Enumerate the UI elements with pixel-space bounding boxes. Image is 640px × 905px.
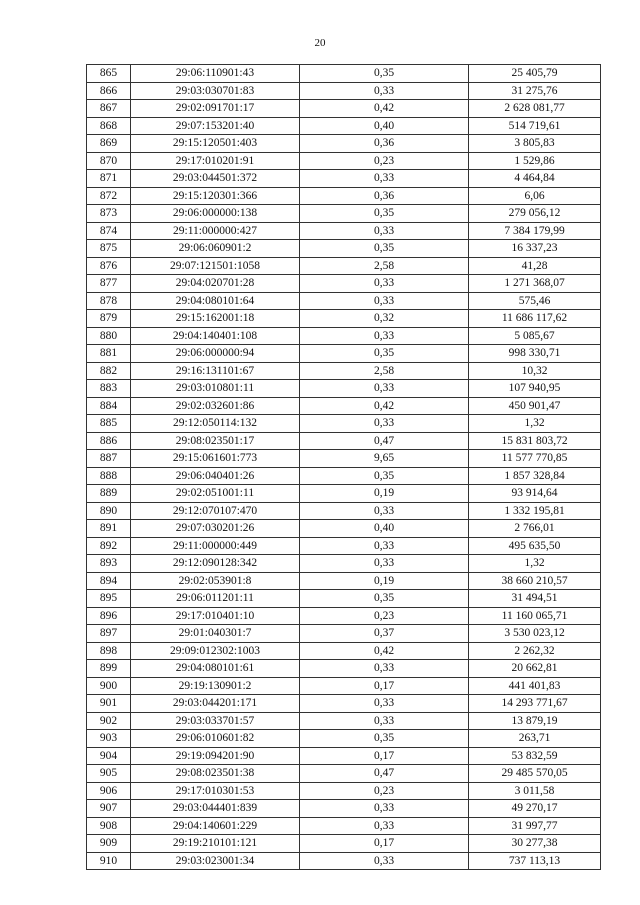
- table-row: [87, 555, 601, 573]
- cadastral-number-cell: 29:04:140601:229: [131, 817, 300, 835]
- amount-cell: 11 577 770,85: [469, 450, 601, 468]
- amount-cell: 441 401,83: [469, 677, 601, 695]
- table-row: [87, 782, 601, 800]
- row-number-cell: 901: [87, 695, 131, 713]
- cadastral-number-cell: 29:02:032601:86: [131, 397, 300, 415]
- amount-cell: 1 857 328,84: [469, 467, 601, 485]
- amount-cell: 41,28: [469, 257, 601, 275]
- rate-cell: 0,35: [300, 205, 469, 223]
- row-number-cell: 881: [87, 345, 131, 363]
- table-row: [87, 187, 601, 205]
- amount-cell: 11 160 065,71: [469, 607, 601, 625]
- table-row: [87, 432, 601, 450]
- amount-cell: 11 686 117,62: [469, 310, 601, 328]
- row-number-cell: 888: [87, 467, 131, 485]
- amount-cell: 15 831 803,72: [469, 432, 601, 450]
- rate-cell: 0,42: [300, 100, 469, 118]
- cadastral-number-cell: 29:11:000000:427: [131, 222, 300, 240]
- table-row: [87, 450, 601, 468]
- amount-cell: 29 485 570,05: [469, 765, 601, 783]
- rate-cell: 0,17: [300, 747, 469, 765]
- table-row: [87, 572, 601, 590]
- amount-cell: 5 085,67: [469, 327, 601, 345]
- rate-cell: 0,23: [300, 782, 469, 800]
- table-row: [87, 275, 601, 293]
- rate-cell: 0,42: [300, 397, 469, 415]
- rate-cell: 0,33: [300, 82, 469, 100]
- table-row: [87, 835, 601, 853]
- row-number-cell: 910: [87, 852, 131, 870]
- row-number-cell: 878: [87, 292, 131, 310]
- cadastral-number-cell: 29:15:120301:366: [131, 187, 300, 205]
- table-row: [87, 695, 601, 713]
- row-number-cell: 907: [87, 800, 131, 818]
- table-row: [87, 800, 601, 818]
- cadastral-number-cell: 29:06:110901:43: [131, 65, 300, 83]
- rate-cell: 0,33: [300, 537, 469, 555]
- row-number-cell: 908: [87, 817, 131, 835]
- table-row: [87, 152, 601, 170]
- amount-cell: 3 530 023,12: [469, 625, 601, 643]
- row-number-cell: 867: [87, 100, 131, 118]
- amount-cell: 495 635,50: [469, 537, 601, 555]
- cadastral-number-cell: 29:06:060901:2: [131, 240, 300, 258]
- cadastral-number-cell: 29:03:044501:372: [131, 170, 300, 188]
- table-row: [87, 327, 601, 345]
- page-number: 20: [314, 37, 326, 49]
- rate-cell: 0,17: [300, 677, 469, 695]
- amount-cell: 737 113,13: [469, 852, 601, 870]
- table-row: [87, 135, 601, 153]
- row-number-cell: 868: [87, 117, 131, 135]
- row-number-cell: 880: [87, 327, 131, 345]
- cadastral-number-cell: 29:03:010801:11: [131, 380, 300, 398]
- cadastral-number-cell: 29:09:012302:1003: [131, 642, 300, 660]
- table-row: [87, 660, 601, 678]
- rate-cell: 0,35: [300, 590, 469, 608]
- row-number-cell: 886: [87, 432, 131, 450]
- rate-cell: 0,33: [300, 660, 469, 678]
- cadastral-number-cell: 29:08:023501:38: [131, 765, 300, 783]
- rate-cell: 0,36: [300, 187, 469, 205]
- amount-cell: 1 332 195,81: [469, 502, 601, 520]
- amount-cell: 31 494,51: [469, 590, 601, 608]
- rate-cell: 2,58: [300, 362, 469, 380]
- table-row: [87, 747, 601, 765]
- cadastral-number-cell: 29:12:090128:342: [131, 555, 300, 573]
- amount-cell: 25 405,79: [469, 65, 601, 83]
- rate-cell: 0,33: [300, 170, 469, 188]
- row-number-cell: 895: [87, 590, 131, 608]
- rate-cell: 0,33: [300, 415, 469, 433]
- amount-cell: 38 660 210,57: [469, 572, 601, 590]
- row-number-cell: 873: [87, 205, 131, 223]
- rate-cell: 0,35: [300, 345, 469, 363]
- cadastral-number-cell: 29:04:080101:64: [131, 292, 300, 310]
- row-number-cell: 905: [87, 765, 131, 783]
- cadastral-number-cell: 29:02:091701:17: [131, 100, 300, 118]
- amount-cell: 1,32: [469, 415, 601, 433]
- cadastral-number-cell: 29:04:020701:28: [131, 275, 300, 293]
- rate-cell: 0,35: [300, 240, 469, 258]
- cadastral-number-cell: 29:15:061601:773: [131, 450, 300, 468]
- amount-cell: 14 293 771,67: [469, 695, 601, 713]
- row-number-cell: 874: [87, 222, 131, 240]
- amount-cell: 3 011,58: [469, 782, 601, 800]
- cadastral-number-cell: 29:04:080101:61: [131, 660, 300, 678]
- row-number-cell: 902: [87, 712, 131, 730]
- amount-cell: 1,32: [469, 555, 601, 573]
- cadastral-number-cell: 29:04:140401:108: [131, 327, 300, 345]
- table-row: [87, 222, 601, 240]
- cadastral-number-cell: 29:06:000000:94: [131, 345, 300, 363]
- table-row: [87, 257, 601, 275]
- row-number-cell: 893: [87, 555, 131, 573]
- table-row: [87, 485, 601, 503]
- row-number-cell: 885: [87, 415, 131, 433]
- amount-cell: 107 940,95: [469, 380, 601, 398]
- cadastral-number-cell: 29:03:044201:171: [131, 695, 300, 713]
- row-number-cell: 876: [87, 257, 131, 275]
- row-number-cell: 869: [87, 135, 131, 153]
- cadastral-number-cell: 29:07:153201:40: [131, 117, 300, 135]
- amount-cell: 998 330,71: [469, 345, 601, 363]
- row-number-cell: 883: [87, 380, 131, 398]
- row-number-cell: 882: [87, 362, 131, 380]
- cadastral-number-cell: 29:12:070107:470: [131, 502, 300, 520]
- table-row: [87, 345, 601, 363]
- row-number-cell: 898: [87, 642, 131, 660]
- amount-cell: 263,71: [469, 730, 601, 748]
- table-row: [87, 362, 601, 380]
- cadastral-number-cell: 29:06:010601:82: [131, 730, 300, 748]
- rate-cell: 0,47: [300, 432, 469, 450]
- rate-cell: 0,32: [300, 310, 469, 328]
- table-row: [87, 730, 601, 748]
- rate-cell: 0,33: [300, 817, 469, 835]
- table-row: [87, 170, 601, 188]
- row-number-cell: 899: [87, 660, 131, 678]
- rate-cell: 0,40: [300, 117, 469, 135]
- cadastral-number-cell: 29:12:050114:132: [131, 415, 300, 433]
- rate-cell: 0,36: [300, 135, 469, 153]
- cadastral-number-cell: 29:08:023501:17: [131, 432, 300, 450]
- row-number-cell: 890: [87, 502, 131, 520]
- amount-cell: 31 275,76: [469, 82, 601, 100]
- rate-cell: 0,19: [300, 485, 469, 503]
- rate-cell: 0,33: [300, 327, 469, 345]
- table-row: [87, 765, 601, 783]
- amount-cell: 13 879,19: [469, 712, 601, 730]
- row-number-cell: 871: [87, 170, 131, 188]
- amount-cell: 10,32: [469, 362, 601, 380]
- table-row: [87, 240, 601, 258]
- amount-cell: 4 464,84: [469, 170, 601, 188]
- amount-cell: 2 628 081,77: [469, 100, 601, 118]
- row-number-cell: 897: [87, 625, 131, 643]
- row-number-cell: 906: [87, 782, 131, 800]
- cadastral-number-cell: 29:07:121501:1058: [131, 257, 300, 275]
- rate-cell: 0,40: [300, 520, 469, 538]
- rate-cell: 0,19: [300, 572, 469, 590]
- rate-cell: 9,65: [300, 450, 469, 468]
- cadastral-number-cell: 29:06:011201:11: [131, 590, 300, 608]
- rate-cell: 0,33: [300, 695, 469, 713]
- amount-cell: 3 805,83: [469, 135, 601, 153]
- table-row: [87, 817, 601, 835]
- amount-cell: 7 384 179,99: [469, 222, 601, 240]
- amount-cell: 6,06: [469, 187, 601, 205]
- cadastral-number-cell: 29:06:000000:138: [131, 205, 300, 223]
- table-row: [87, 415, 601, 433]
- amount-cell: 31 997,77: [469, 817, 601, 835]
- table-row: [87, 117, 601, 135]
- cadastral-number-cell: 29:17:010201:91: [131, 152, 300, 170]
- table-row: [87, 712, 601, 730]
- table-row: [87, 607, 601, 625]
- cadastral-number-cell: 29:19:094201:90: [131, 747, 300, 765]
- table-row: [87, 642, 601, 660]
- row-number-cell: 900: [87, 677, 131, 695]
- table-row: [87, 590, 601, 608]
- row-number-cell: 909: [87, 835, 131, 853]
- row-number-cell: 884: [87, 397, 131, 415]
- row-number-cell: 866: [87, 82, 131, 100]
- row-number-cell: 872: [87, 187, 131, 205]
- table-row: [87, 82, 601, 100]
- cadastral-number-cell: 29:03:030701:83: [131, 82, 300, 100]
- amount-cell: 1 271 368,07: [469, 275, 601, 293]
- rate-cell: 0,35: [300, 65, 469, 83]
- rate-cell: 0,33: [300, 292, 469, 310]
- rate-cell: 0,33: [300, 852, 469, 870]
- rate-cell: 0,47: [300, 765, 469, 783]
- cadastral-table: [86, 64, 601, 870]
- row-number-cell: 887: [87, 450, 131, 468]
- amount-cell: 1 529,86: [469, 152, 601, 170]
- rate-cell: 0,33: [300, 502, 469, 520]
- table-row: [87, 380, 601, 398]
- table-row: [87, 467, 601, 485]
- amount-cell: 514 719,61: [469, 117, 601, 135]
- row-number-cell: 896: [87, 607, 131, 625]
- row-number-cell: 875: [87, 240, 131, 258]
- cadastral-number-cell: 29:11:000000:449: [131, 537, 300, 555]
- amount-cell: 2 262,32: [469, 642, 601, 660]
- rate-cell: 0,33: [300, 275, 469, 293]
- table-row: [87, 397, 601, 415]
- table-row: [87, 502, 601, 520]
- rate-cell: 0,35: [300, 730, 469, 748]
- row-number-cell: 865: [87, 65, 131, 83]
- row-number-cell: 904: [87, 747, 131, 765]
- row-number-cell: 894: [87, 572, 131, 590]
- row-number-cell: 889: [87, 485, 131, 503]
- amount-cell: 16 337,23: [469, 240, 601, 258]
- row-number-cell: 870: [87, 152, 131, 170]
- cadastral-number-cell: 29:15:162001:18: [131, 310, 300, 328]
- cadastral-number-cell: 29:19:130901:2: [131, 677, 300, 695]
- amount-cell: 20 662,81: [469, 660, 601, 678]
- table-row: [87, 677, 601, 695]
- amount-cell: 49 270,17: [469, 800, 601, 818]
- table-row: [87, 100, 601, 118]
- rate-cell: 0,33: [300, 800, 469, 818]
- cadastral-number-cell: 29:06:040401:26: [131, 467, 300, 485]
- amount-cell: 93 914,64: [469, 485, 601, 503]
- row-number-cell: 892: [87, 537, 131, 555]
- rate-cell: 0,33: [300, 222, 469, 240]
- amount-cell: 2 766,01: [469, 520, 601, 538]
- rate-cell: 2,58: [300, 257, 469, 275]
- amount-cell: 450 901,47: [469, 397, 601, 415]
- table-row: [87, 537, 601, 555]
- cadastral-number-cell: 29:15:120501:403: [131, 135, 300, 153]
- cadastral-number-cell: 29:02:053901:8: [131, 572, 300, 590]
- table-body: [87, 65, 601, 870]
- row-number-cell: 903: [87, 730, 131, 748]
- cadastral-number-cell: 29:01:040301:7: [131, 625, 300, 643]
- amount-cell: 575,46: [469, 292, 601, 310]
- table-row: [87, 205, 601, 223]
- table-row: [87, 852, 601, 870]
- rate-cell: 0,42: [300, 642, 469, 660]
- amount-cell: 279 056,12: [469, 205, 601, 223]
- rate-cell: 0,35: [300, 467, 469, 485]
- row-number-cell: 877: [87, 275, 131, 293]
- cadastral-number-cell: 29:17:010401:10: [131, 607, 300, 625]
- row-number-cell: 891: [87, 520, 131, 538]
- cadastral-number-cell: 29:03:044401:839: [131, 800, 300, 818]
- row-number-cell: 879: [87, 310, 131, 328]
- cadastral-number-cell: 29:16:131101:67: [131, 362, 300, 380]
- table-row: [87, 625, 601, 643]
- table-row: [87, 520, 601, 538]
- rate-cell: 0,33: [300, 380, 469, 398]
- rate-cell: 0,33: [300, 555, 469, 573]
- cadastral-number-cell: 29:03:033701:57: [131, 712, 300, 730]
- rate-cell: 0,17: [300, 835, 469, 853]
- table-row: [87, 65, 601, 83]
- cadastral-number-cell: 29:03:023001:34: [131, 852, 300, 870]
- amount-cell: 53 832,59: [469, 747, 601, 765]
- rate-cell: 0,37: [300, 625, 469, 643]
- cadastral-number-cell: 29:17:010301:53: [131, 782, 300, 800]
- rate-cell: 0,23: [300, 152, 469, 170]
- cadastral-number-cell: 29:02:051001:11: [131, 485, 300, 503]
- rate-cell: 0,33: [300, 712, 469, 730]
- cadastral-number-cell: 29:19:210101:121: [131, 835, 300, 853]
- rate-cell: 0,23: [300, 607, 469, 625]
- table-row: [87, 292, 601, 310]
- cadastral-number-cell: 29:07:030201:26: [131, 520, 300, 538]
- amount-cell: 30 277,38: [469, 835, 601, 853]
- table-row: [87, 310, 601, 328]
